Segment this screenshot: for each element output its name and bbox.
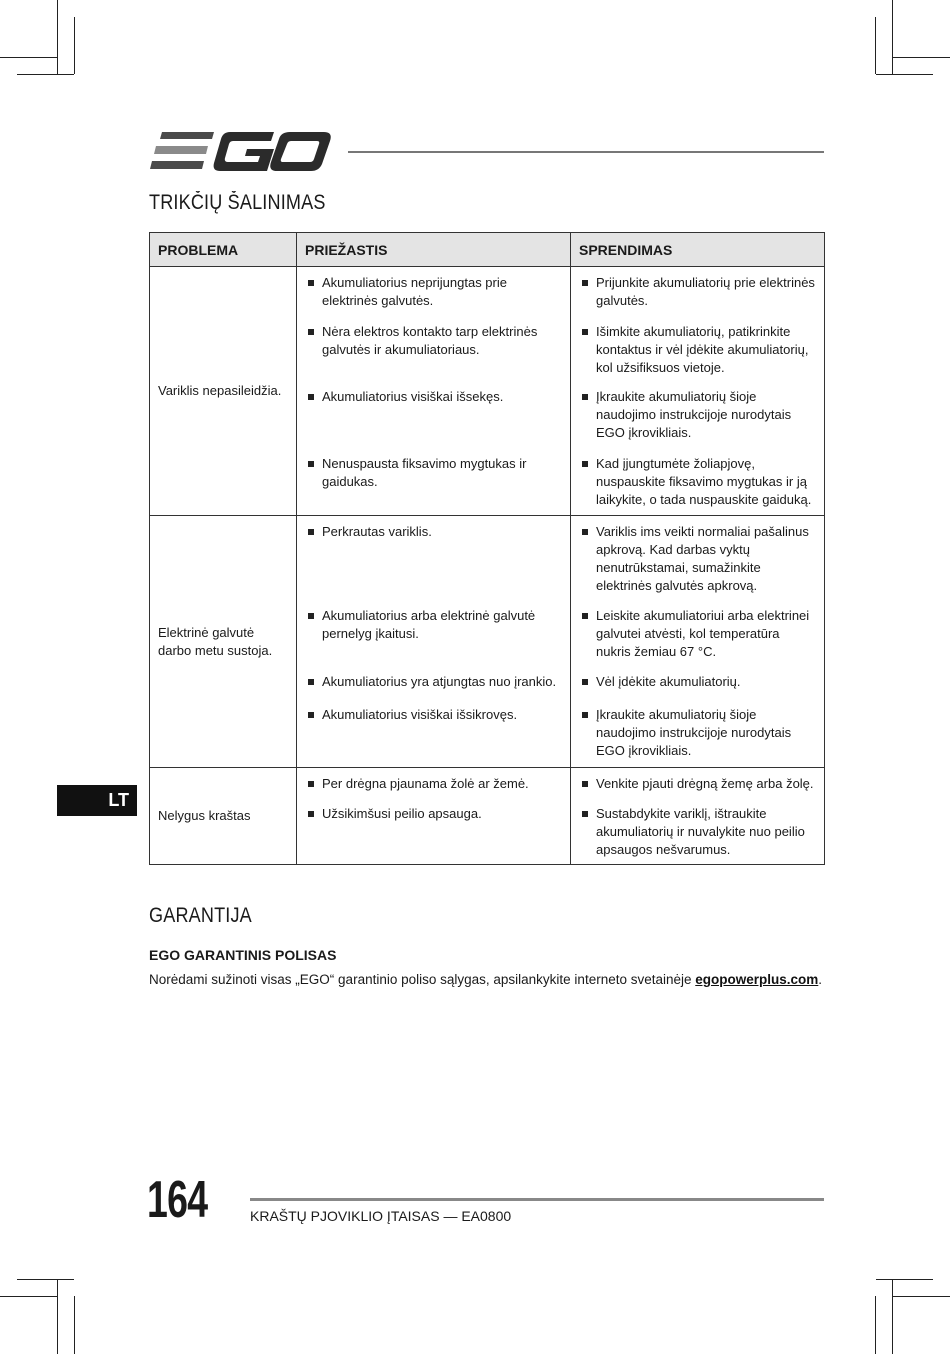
crop-mark [875,1296,876,1354]
bullet-icon [582,613,588,619]
bullet-icon [308,613,314,619]
bullet-icon [308,712,314,718]
bullet-icon [308,280,314,286]
list-item: Akumuliatorius visiškai išsekęs. [297,383,570,450]
problem-cell: Nelygus kraštas [150,768,297,865]
bullet-icon [582,280,588,286]
header-solution: SPRENDIMAS [571,233,825,267]
page-number: 164 [147,1171,208,1229]
bullet-icon [582,679,588,685]
bullet-icon [582,811,588,817]
table-row [150,516,825,768]
solution-cell [571,267,825,516]
crop-mark [893,1296,950,1297]
bullet-icon [582,461,588,467]
bullet-icon [308,461,314,467]
crop-mark [74,1296,75,1354]
list-item: Akumuliatorius yra atjungtas nuo įrankio. [297,667,570,700]
ego-logo [150,128,332,174]
crop-mark [893,57,950,58]
list-item: Kad įjungtumėte žoliapjovę, nuspauskite fiksavimo mygtukas ir ją laikykite, o tada nuspauskite gaiduką. [571,450,824,514]
bullet-icon [582,329,588,335]
list-item: Akumuliatorius neprijungtas prie elektrinės galvutės. [297,267,570,317]
table-row [150,768,825,865]
cause-cell [297,768,571,865]
footer-rule [250,1198,824,1201]
crop-mark [17,1279,74,1280]
list-item: Akumuliatorius arba elektrinė galvutė pernelyg įkaitusi. [297,600,570,667]
warranty-link[interactable]: egopowerplus.com [695,972,819,987]
section-title: TRIKČIŲ ŠALINIMAS [149,191,326,214]
problem-cell: Elektrinė galvutė darbo metu sustoja. [150,516,297,768]
list-item: Per drėgna pjaunama žolė ar žemė. [297,768,570,798]
bullet-icon [308,679,314,685]
table-header-row [150,233,825,267]
crop-mark [892,1279,893,1354]
warranty-title: GARANTIJA [149,904,252,927]
footer-title: KRAŠTŲ PJOVIKLIO ĮTAISAS — EA0800 [250,1208,512,1224]
list-item: Variklis ims veikti normaliai pašalinus apkrovą. Kad darbas vyktų nenutrūkstamai, sumažinkite elektrinės galvutės apkrovą. [571,516,824,600]
list-item: Išimkite akumuliatorių, patikrinkite kontaktus ir vėl įdėkite akumuliatorių, kol užsifiksuos vietoje. [571,317,824,383]
cause-cell [297,516,571,768]
list-item: Perkrautas variklis. [297,516,570,600]
language-tab: LT [57,785,137,816]
crop-mark [892,0,893,74]
list-item: Užsikimšusi peilio apsauga. [297,798,570,860]
crop-mark [876,74,933,75]
list-item: Prijunkite akumuliatorių prie elektrinės galvutės. [571,267,824,317]
list-item: Leiskite akumuliatoriui arba elektrinei galvutei atvėsti, kol temperatūra nukris žemiau 67 °C. [571,600,824,667]
header-rule [348,151,824,153]
list-item: Akumuliatorius visiškai išsikrovęs. [297,700,570,767]
bullet-icon [308,811,314,817]
list-item: Sustabdykite variklį, ištraukite akumuliatorių ir nuvalykite nuo peilio apsaugos nešvarumus. [571,798,824,860]
list-item: Nenuspausta fiksavimo mygtukas ir gaidukas. [297,450,570,514]
crop-mark [57,0,58,74]
crop-mark [74,17,75,74]
warranty-text: Norėdami sužinoti visas „EGO“ garantinio poliso sąlygas, apsilankykite interneto svetainėje egopowerplus.com. [149,972,823,987]
bullet-icon [308,394,314,400]
bullet-icon [308,529,314,535]
troubleshooting-table [149,232,825,865]
list-item: Įkraukite akumuliatorių šioje naudojimo instrukcijoje nurodytais EGO įkrovikliais. [571,700,824,767]
crop-mark [875,17,876,74]
warranty-subtitle: EGO GARANTINIS POLISAS [149,947,337,963]
crop-mark [17,74,74,75]
crop-mark [0,57,57,58]
bullet-icon [308,781,314,787]
bullet-icon [582,712,588,718]
header-cause: PRIEŽASTIS [297,233,571,267]
bullet-icon [582,394,588,400]
crop-mark [57,1279,58,1354]
list-item: Vėl įdėkite akumuliatorių. [571,667,824,700]
bullet-icon [582,781,588,787]
bullet-icon [582,529,588,535]
list-item: Įkraukite akumuliatorių šioje naudojimo instrukcijoje nurodytais EGO įkrovikliais. [571,383,824,450]
header-problem: PROBLEMA [150,233,297,267]
cause-cell [297,267,571,516]
list-item: Venkite pjauti drėgną žemę arba žolę. [571,768,824,798]
solution-cell [571,516,825,768]
crop-mark [0,1296,57,1297]
solution-cell [571,768,825,865]
crop-mark [876,1279,933,1280]
table-row [150,267,825,516]
list-item: Nėra elektros kontakto tarp elektrinės galvutės ir akumuliatoriaus. [297,317,570,383]
problem-cell: Variklis nepasileidžia. [150,267,297,516]
bullet-icon [308,329,314,335]
